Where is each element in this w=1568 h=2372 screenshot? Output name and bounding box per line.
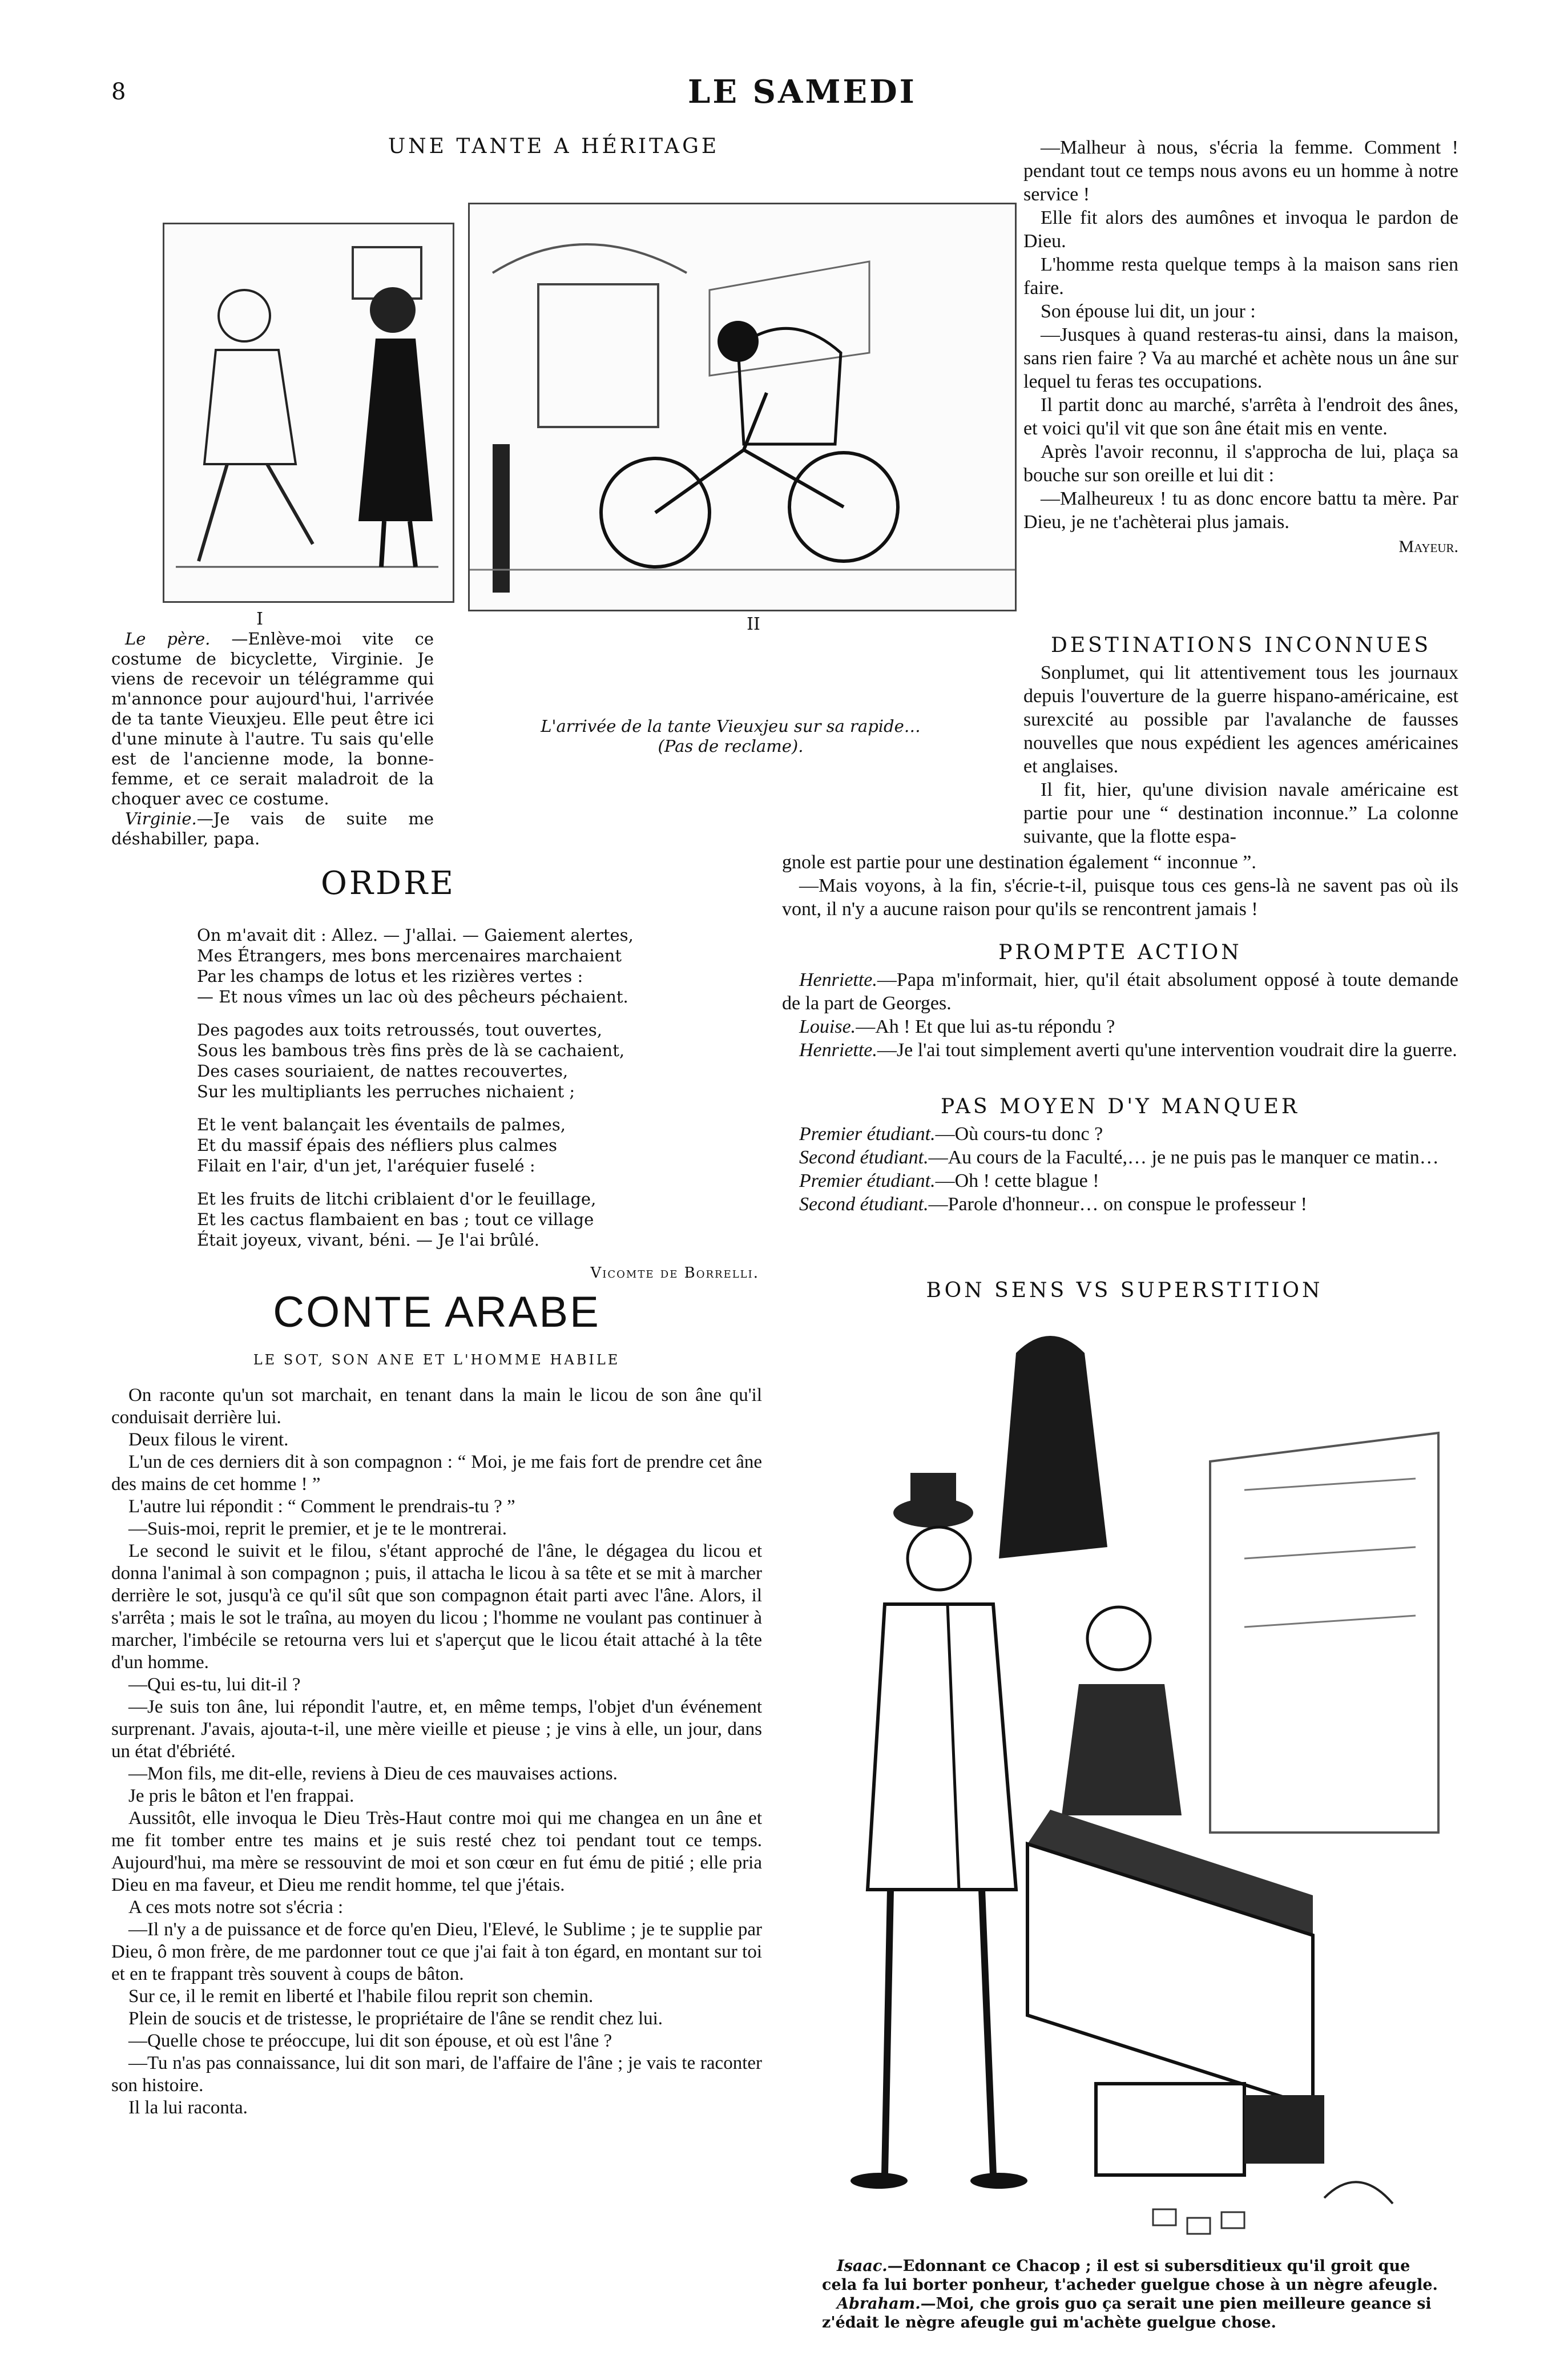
mayeur-signature: Mayeur.: [1398, 537, 1458, 556]
caption1-text-0: —Enlève-moi vite ce costume de bicyclette, Virginie. Je viens de recevoir un télégramme qui m'annonce pour aujourd'hui, l'arrivée de ta tante Vieuxjeu. Elle peut être ici d'une minute à l'autre. Tu sais qu'elle est de l'ancienne mode, la bonne-femme, et ce serait maladroit de la choquer avec ce costume.: [111, 629, 434, 808]
caption1-speaker-0: Le père.: [125, 629, 211, 649]
destinations-wide: [782, 851, 1458, 921]
conte-p: Deux filous le virent.: [128, 1429, 289, 1450]
mayeur-p-0: —Malheur à nous, s'écria la femme. Comment ! pendant tout ce temps nous avons eu un homme à notre service !: [1023, 137, 1458, 205]
caption2-line-0: L'arrivée de la tante Vieuxjeu sur sa rapide…: [541, 716, 921, 736]
pas-moyen-speaker-0: Premier étudiant.: [799, 1123, 936, 1145]
ordre-title: ORDRE: [320, 865, 456, 902]
ordre-line: On m'avait dit : Allez. — J'allai. — Gaiement alertes,: [197, 925, 634, 945]
prompte-speaker-1: Louise.: [799, 1016, 856, 1037]
shop-scene-drawing: [811, 1319, 1456, 2255]
ordre-line: Par les champs de lotus et les rizières vertes :: [197, 966, 583, 986]
conte-p: —Il n'y a de puissance et de force qu'en Dieu, l'Elevé, le Sublime ; je te supplie par Dieu, ô mon frère, de me pardonner tout ce que j'ai fait à ton égard, en montant sur toi et en te frappant très souvent à coups de bâton.: [111, 1919, 762, 1984]
mayeur-p-7: —Malheureux ! tu as donc encore battu ta mère. Par Dieu, je ne t'achèterai plus jamais.: [1023, 488, 1458, 533]
mayeur-story: [1023, 136, 1458, 558]
mayeur-p-5: Il partit donc au marché, s'arrêta à l'endroit des ânes, et voici qu'il vit que son âne était mis en vente.: [1023, 394, 1458, 439]
destinations-p-2: gnole est partie pour une destination également “ inconnue ”.: [782, 852, 1256, 873]
mayeur-p-2: L'homme resta quelque temps à la maison sans rien faire.: [1023, 254, 1458, 299]
pas-moyen-line-2: [782, 1169, 1458, 1193]
page-number: 8: [111, 79, 126, 105]
conte-title: CONTE ARABE: [273, 1288, 600, 1336]
panel1-number: I: [256, 609, 263, 629]
conte-p: Sur ce, il le remit en liberté et l'habile filou reprit son chemin.: [128, 1986, 594, 2007]
ordre-line: Des cases souriaient, de nattes recouvertes,: [197, 1061, 569, 1081]
ordre-line: Filait en l'air, d'un jet, l'aréquier fuselé :: [197, 1156, 535, 1175]
ordre-line: Et du massif épais des néfliers plus calmes: [197, 1135, 558, 1155]
prompte-dialogue: [782, 968, 1458, 1062]
caption1-speaker-1: Virginie.: [125, 809, 197, 828]
caption1-text-1: —Je vais de suite me déshabiller, papa.: [111, 809, 434, 848]
pas-moyen-title: PAS MOYEN D'Y MANQUER: [941, 1095, 1300, 1118]
destinations-narrow: [1023, 661, 1458, 848]
pas-moyen-speaker-2: Premier étudiant.: [799, 1170, 936, 1191]
pas-moyen-line-3: [782, 1193, 1458, 1216]
bon-sens-caption: [822, 2257, 1450, 2332]
pas-moyen-dialogue: [782, 1122, 1458, 1216]
conte-p: Aussitôt, elle invoqua le Dieu Très-Haut contre moi qui me changea en un âne et me fit tomber entre tes mains et je suis resté chez toi pendant tout ce temps. Aujourd'hui, ma mère se ressouvint de moi et son cœur en fut ému de pitié ; elle pria Dieu en ma faveur, et Dieu me rendit homme, tel que j'étais.: [111, 1808, 762, 1895]
pas-moyen-text-2: —Oh ! cette blague !: [935, 1170, 1099, 1191]
bon-sens-line-1: [822, 2294, 1450, 2332]
conte-text: [111, 1384, 762, 2119]
panel2-number: II: [747, 614, 760, 634]
illustration-shop-scene: [811, 1319, 1456, 2255]
ordre-stanza-3: [197, 1189, 759, 1250]
ordre-stanza-2: [197, 1114, 759, 1176]
conte-p: —Mon fils, me dit-elle, reviens à Dieu de ces mauvaises actions.: [128, 1763, 618, 1784]
prompte-text-0: —Papa m'informait, hier, qu'il était absolument opposé à toute demande de la part de Georges.: [782, 969, 1458, 1014]
newspaper-title: LE SAMEDI: [688, 73, 917, 111]
illustration-aunt-bicycle: [468, 203, 1017, 611]
conte-p: —Quelle chose te préoccupe, lui dit son épouse, et où est l'âne ?: [128, 2031, 612, 2051]
conte-p: On raconte qu'un sot marchait, en tenant dans la main le licou de son âne qu'il conduisait derrière lui.: [111, 1385, 762, 1428]
conte-p: —Suis-moi, reprit le premier, et je te le montrerai.: [128, 1519, 507, 1539]
father-daughter-drawing: [164, 224, 453, 601]
prompte-line-2: [782, 1038, 1458, 1062]
ordre-line: Sur les multipliants les perruches nichaient ;: [197, 1082, 575, 1101]
prompte-line-0: [782, 968, 1458, 1015]
conte-p: Je pris le bâton et l'en frappai.: [128, 1786, 354, 1806]
conte-p: —Qui es-tu, lui dit-il ?: [128, 1674, 301, 1695]
mayeur-p-3: Son épouse lui dit, un jour :: [1041, 301, 1256, 322]
ordre-line: Et les fruits de litchi criblaient d'or le feuillage,: [197, 1189, 596, 1209]
ordre-line: — Et nous vîmes un lac où des pêcheurs péchaient.: [197, 987, 628, 1006]
pas-moyen-text-1: —Au cours de la Faculté,… je ne puis pas le manquer ce matin…: [928, 1147, 1439, 1168]
prompte-text-2: —Je l'ai tout simplement averti qu'une intervention voudrait dire la guerre.: [877, 1040, 1457, 1061]
conte-p: Plein de soucis et de tristesse, le propriétaire de l'âne se rendit chez lui.: [128, 2008, 663, 2029]
conte-subtitle: LE SOT, SON ANE ET L'HOMME HABILE: [253, 1352, 620, 1368]
conte-p: Le second le suivit et le filou, s'étant approché de l'âne, le dégagea du licou et donna l'animal à son compagnon ; puis, il attacha le licou à sa tête et se mit à marcher derrière le sot, jusqu'à ce qu'il sût que son compagnon était parti avec l'âne. Alors, il s'arrêta ; mais le sot le traîna, au moyen du licou ; l'homme ne voulant pas continuer à marcher, l'imbécile se retourna vers lui et s'aperçut que le licou était attaché à la tête d'un homme.: [111, 1541, 762, 1673]
bon-sens-text-0: —Edonnant ce Chacop ; il est si subersditieux qu'il groit que cela fa lui borter ponheur, t'acheder guelgue chose à un nègre afeugle.: [822, 2257, 1438, 2294]
pas-moyen-speaker-3: Second étudiant.: [799, 1194, 929, 1215]
ordre-line: Des pagodes aux toits retroussés, tout ouvertes,: [197, 1020, 602, 1040]
ordre-line: Était joyeux, vivant, béni. — Je l'ai brûlé.: [197, 1230, 539, 1250]
mayeur-p-4: —Jusques à quand resteras-tu ainsi, dans la maison, sans rien faire ? Va au marché et achète nous un âne sur lequel tu feras tes occupations.: [1023, 324, 1458, 392]
prompte-line-1: [782, 1015, 1458, 1038]
pas-moyen-line-0: [782, 1122, 1458, 1146]
caption2-line-1: (Pas de reclame).: [658, 736, 804, 756]
ordre-stanza-0: [197, 925, 759, 1007]
pas-moyen-text-0: —Où cours-tu donc ?: [935, 1123, 1103, 1145]
destinations-p-3: —Mais voyons, à la fin, s'écrie-t-il, puisque tous ces gens-là ne savent pas où ils vont, il n'y a aucune raison pour qu'ils se rencontrent jamais !: [782, 875, 1458, 920]
conte-p: A ces mots notre sot s'écria :: [128, 1897, 344, 1918]
illustration-father-daughter: [163, 223, 454, 603]
ordre-line: Et les cactus flambaient en bas ; tout ce village: [197, 1210, 594, 1229]
destinations-p-0: Sonplumet, qui lit attentivement tous les journaux depuis l'ouverture de la guerre hispano-américaine, est surexcité au possible par l'avalanche de fausses nouvelles que nous expédient les agences américaines et anglaises.: [1023, 662, 1458, 777]
ordre-line: Et le vent balançait les éventails de palmes,: [197, 1115, 566, 1134]
ordre-stanza-1: [197, 1020, 759, 1102]
pas-moyen-speaker-1: Second étudiant.: [799, 1147, 929, 1168]
conte-p: L'un de ces derniers dit à son compagnon : “ Moi, je me fais fort de prendre cet âne des mains de cet homme ! ”: [111, 1452, 762, 1495]
ordre-line: Mes Étrangers, mes bons mercenaires marchaient: [197, 946, 622, 965]
caption1-line-1: [111, 809, 434, 849]
prompte-speaker-0: Henriette.: [799, 969, 877, 990]
aunt-bicycle-drawing: [470, 204, 1015, 610]
tante-title: UNE TANTE A HÉRITAGE: [388, 135, 720, 158]
mayeur-p-1: Elle fit alors des aumônes et invoqua le pardon de Dieu.: [1023, 207, 1458, 252]
pas-moyen-text-3: —Parole d'honneur… on conspue le professeur !: [928, 1194, 1307, 1215]
destinations-p-1: Il fit, hier, qu'une division navale américaine est partie pour une “ destination inconnue.” La colonne suivante, que la flotte espa-: [1023, 779, 1458, 847]
bon-sens-speaker-1: Abraham.: [837, 2295, 921, 2313]
bon-sens-line-0: [822, 2257, 1450, 2294]
conte-p: L'autre lui répondit : “ Comment le prendrais-tu ? ”: [128, 1496, 515, 1517]
conte-p: —Tu n'as pas connaissance, lui dit son mari, de l'affaire de l'âne ; je vais te raconter son histoire.: [111, 2053, 762, 2096]
ordre-poem: [197, 925, 759, 1283]
conte-p: Il la lui raconta.: [128, 2097, 248, 2118]
prompte-title: PROMPTE ACTION: [998, 941, 1242, 964]
prompte-speaker-2: Henriette.: [799, 1040, 877, 1061]
bon-sens-title: BON SENS VS SUPERSTITION: [926, 1279, 1323, 1302]
ordre-line: Sous les bambous très fins près de là se cachaient,: [197, 1041, 625, 1060]
caption1-line-0: [111, 629, 434, 809]
conte-p: —Je suis ton âne, lui répondit l'autre, et, en même temps, l'objet d'un événement surprenant. J'avais, ajouta-t-il, une mère vieille et pieuse ; je vins à elle, un jour, dans un état d'ébriété.: [111, 1697, 762, 1762]
ordre-signature: Vicomte de Borrelli.: [590, 1264, 759, 1282]
bon-sens-speaker-0: Isaac.: [837, 2257, 888, 2275]
destinations-title: DESTINATIONS INCONNUES: [1051, 634, 1431, 657]
panel2-caption: [531, 716, 930, 756]
mayeur-p-6: Après l'avoir reconnu, il s'approcha de lui, plaça sa bouche sur son oreille et lui dit :: [1023, 441, 1458, 486]
pas-moyen-line-1: [782, 1146, 1458, 1169]
prompte-text-1: —Ah ! Et que lui as-tu répondu ?: [856, 1016, 1115, 1037]
bon-sens-text-1: —Moi, che grois guo ça serait une pien meilleure geance si z'édait le nègre afeugle gui m'achète guelgue chose.: [822, 2295, 1432, 2331]
panel1-caption: [111, 629, 434, 849]
